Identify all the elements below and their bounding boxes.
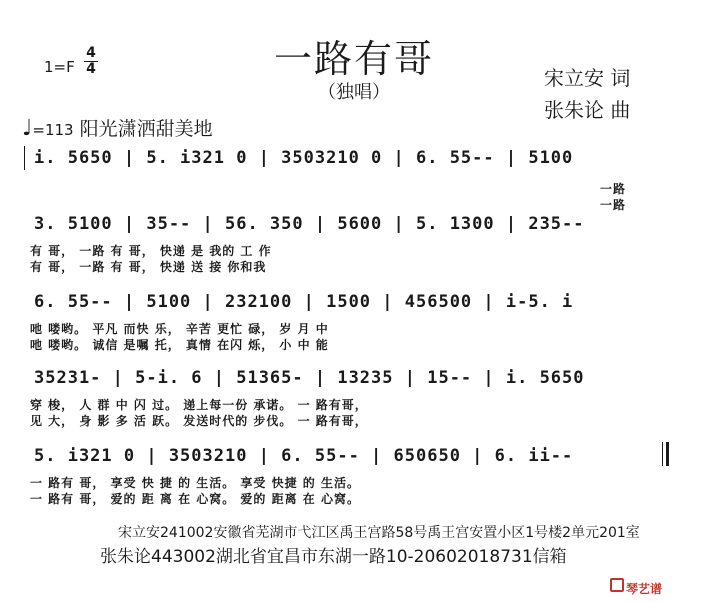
lyricist-credit: 宋立安 词 [544, 66, 631, 90]
score-line-1-notes: i. 5650 | 5. i321 0 | 3503210 0 | 6. 55-- | 5100 [34, 148, 574, 168]
lyricist-address: 宋立安241002安徽省芜湖市弋江区禹王宫路58号禹王宫安置小区1号楼2单元201室 [118, 525, 640, 541]
start-barline [24, 146, 25, 170]
song-subtitle: （独唱） [318, 82, 390, 103]
score-line-5-notes: 5. i321 0 | 3503210 | 6. 55-- | 650650 | 6. ii-- [34, 446, 574, 466]
score-line-2-lyric-verse-2: 有 哥， 一路 有 哥， 快递 送 接 你和我 [30, 260, 267, 274]
key-signature: 1=F [44, 58, 75, 76]
time-sig-top: 4 [86, 45, 96, 61]
quarter-note-icon: ♩ [22, 116, 33, 141]
score-line-5-lyric-verse-1: 一 路有 哥， 享受 快 捷 的 生活。 享受 快捷 的 生活。 [30, 476, 360, 490]
final-barline-thin [662, 442, 663, 466]
tempo-value: =113 [32, 121, 74, 139]
time-sig-bottom: 4 [84, 61, 98, 77]
score-line-4-lyric-verse-2: 见 大， 身 影 多 活 跃。 发送时代的 步伐。 一 路有哥， [30, 414, 368, 428]
score-line-2-notes: 3. 5100 | 35-- | 56. 350 | 5600 | 5. 1300 | 235-- [34, 214, 585, 234]
composer-address: 张朱论443002湖北省宜昌市东湖一路10-20602018731信箱 [100, 547, 567, 567]
score-line-3-lyric-verse-1: 吔 喽哟。 平凡 而快 乐， 辛苦 更忙 碌， 岁 月 中 [30, 322, 329, 336]
score-line-3-notes: 6. 55-- | 5100 | 232100 | 1500 | 456500 | i-5. i [34, 292, 574, 312]
score-line-5-lyric-verse-2: 一 路有 哥， 爱的 距 离 在 心窝。 爱的 距离 在 心窝。 [30, 492, 360, 506]
score-line-4-lyric-verse-1: 穿 梭， 人 群 中 闪 过。 递上每一份 承诺。 一 路有哥， [30, 398, 368, 412]
time-signature [84, 46, 98, 77]
score-line-1-side-lyric: 一路 [600, 182, 627, 196]
tempo-marking [22, 114, 213, 141]
score-line-1-side-lyric: 一路 [600, 198, 627, 212]
final-barline-thick [666, 442, 669, 466]
score-line-3-lyric-verse-2: 吔 喽哟。 诚信 是嘱 托， 真情 在闪 烁， 小 中 能 [30, 338, 329, 352]
tempo-expression: 阳光潇洒甜美地 [79, 118, 213, 140]
song-title: 一路有哥 [273, 37, 434, 81]
composer-credit: 张朱论 曲 [544, 98, 631, 122]
score-line-4-notes: 35231- | 5-i. 6 | 51365- | 13235 | 15-- | i. 5650 [34, 368, 585, 388]
site-logo-text: 琴艺谱 [626, 582, 663, 596]
score-line-2-lyric-verse-1: 有 哥， 一路 有 哥， 快递 是 我的 工 作 [30, 244, 272, 258]
qinyipu-logo-icon [610, 578, 624, 592]
